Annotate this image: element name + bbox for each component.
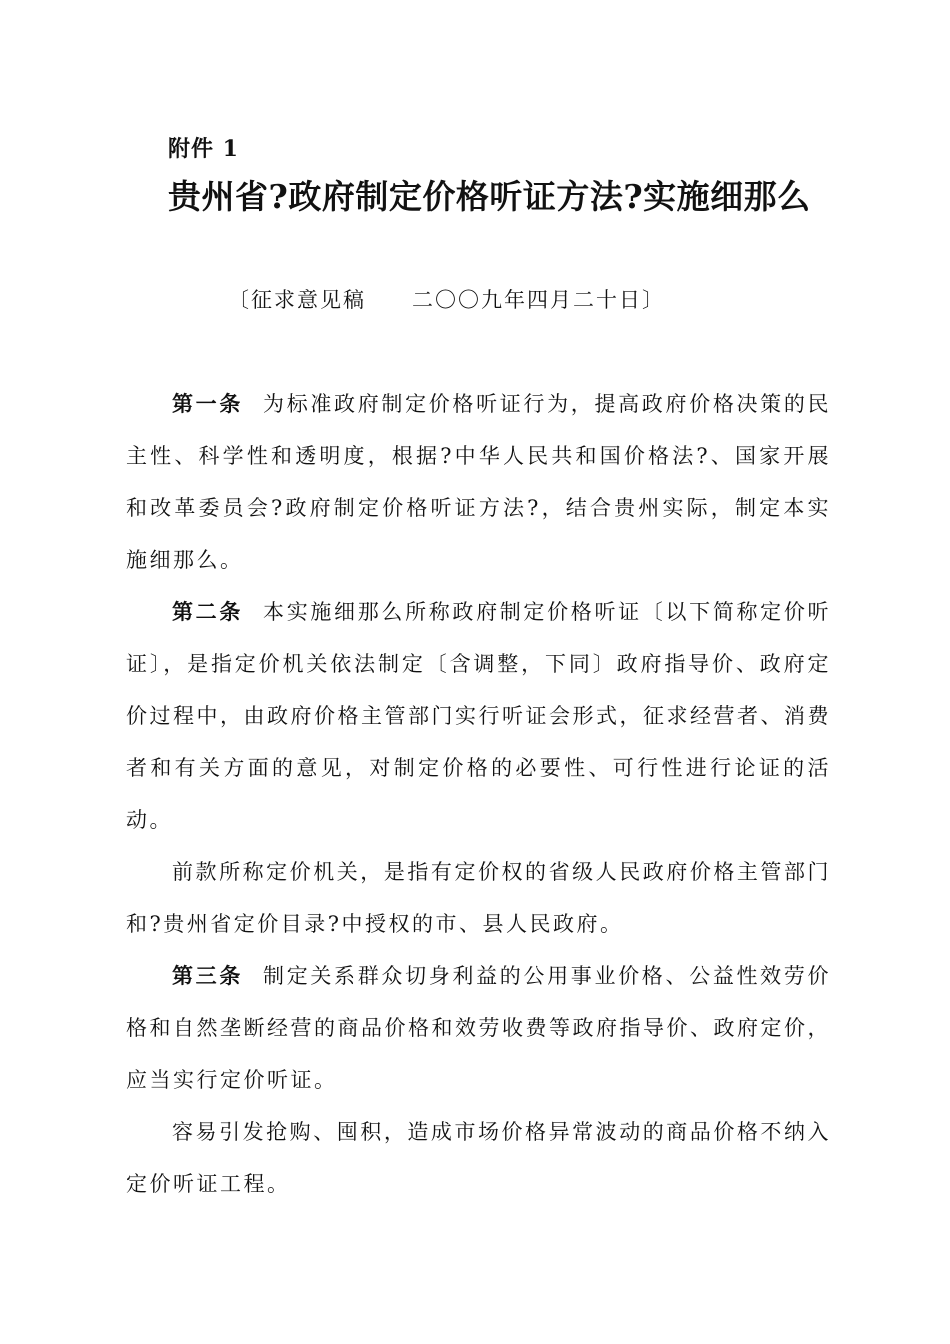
attachment-label: 附件 1: [168, 136, 239, 162]
article-number: 第三条: [172, 963, 244, 988]
document-title: 贵州省?政府制定价格听证方法?实施细那么: [168, 177, 811, 216]
article-number: 第一条: [172, 391, 244, 416]
paragraph-text: 制定关系群众切身利益的公用事业价格、公益性效劳价格和自然垄断经营的商品价格和效劳收费等政府指导价、政府定价，应当实行定价听证。: [126, 964, 832, 1092]
paragraph-article-1: [126, 378, 831, 586]
paragraph-text: 为标准政府制定价格听证行为，提高政府价格决策的民主性、科学性和透明度，根据?中华人民共和国价格法?、国家开展和改革委员会?政府制定价格听证方法?，结合贵州实际，制定本实施细那么。: [126, 392, 832, 572]
paragraph-text: 容易引发抢购、囤积，造成市场价格异常波动的商品价格不纳入定价听证工程。: [126, 1120, 831, 1196]
document-subtitle: [228, 284, 665, 316]
paragraph-article-2: [126, 586, 831, 846]
paragraph-text: 前款所称定价机关，是指有定价权的省级人民政府价格主管部门和?贵州省定价目录?中授权的市、县人民政府。: [126, 860, 831, 936]
paragraph-article-3-clause-2: [126, 1106, 831, 1210]
document-body: [126, 378, 831, 1210]
draft-label: 〔征求意见稿: [228, 288, 366, 312]
paragraph-text: 本实施细那么所称政府制定价格听证〔以下简称定价听证〕，是指定价机关依法制定〔含调整，下同〕政府指导价、政府定价过程中，由政府价格主管部门实行听证会形式，征求经营者、消费者和有关方面的意见，对制定价格的必要性、可行性进行论证的活动。: [126, 600, 832, 832]
paragraph-article-3: [126, 950, 831, 1106]
article-number: 第二条: [172, 599, 244, 624]
draft-date: 二〇〇九年四月二十日〕: [412, 288, 665, 312]
paragraph-article-2-clause-2: [126, 846, 831, 950]
